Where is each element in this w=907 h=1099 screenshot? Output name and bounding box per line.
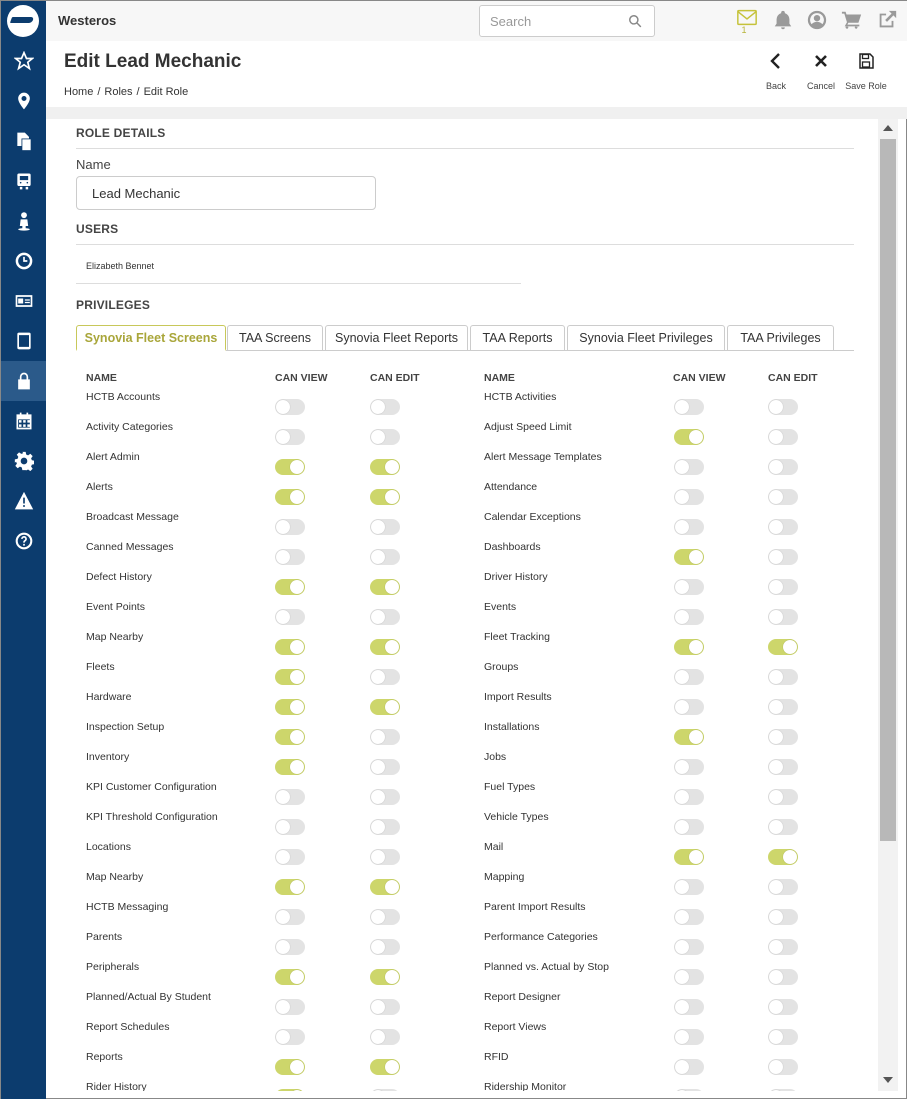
sidebar-item-favorites[interactable] [1, 41, 46, 81]
can-view-toggle[interactable] [674, 609, 704, 625]
can-view-toggle[interactable] [275, 969, 305, 985]
sidebar-item-vehicles[interactable] [1, 161, 46, 201]
back-button[interactable] [751, 53, 801, 91]
can-edit-toggle[interactable] [768, 399, 798, 415]
can-edit-toggle[interactable] [370, 999, 400, 1015]
can-edit-toggle[interactable] [370, 1059, 400, 1075]
tab-taa-privileges[interactable]: TAA Privileges [727, 325, 834, 351]
can-view-toggle[interactable] [275, 399, 305, 415]
can-edit-toggle[interactable] [768, 759, 798, 775]
can-view-toggle[interactable] [674, 519, 704, 535]
privilege-name: Fuel Types [484, 781, 536, 793]
can-edit-toggle[interactable] [370, 789, 400, 805]
can-edit-toggle[interactable] [370, 939, 400, 955]
can-view-toggle[interactable] [275, 579, 305, 595]
sidebar-item-documents[interactable] [1, 121, 46, 161]
can-view-toggle[interactable] [275, 999, 305, 1015]
can-edit-toggle[interactable] [768, 939, 798, 955]
sidebar-item-devices[interactable] [1, 321, 46, 361]
can-edit-toggle[interactable] [370, 549, 400, 565]
privilege-name: Groups [484, 661, 519, 673]
save-role-button[interactable] [841, 53, 891, 91]
can-view-toggle[interactable] [674, 1089, 704, 1091]
map-pin-icon [14, 91, 34, 111]
privilege-name: Report Designer [484, 991, 561, 1003]
can-view-toggle[interactable] [275, 1089, 305, 1091]
can-edit-toggle[interactable] [768, 969, 798, 985]
can-view-toggle[interactable] [275, 849, 305, 865]
privilege-name: Alerts [86, 481, 113, 493]
privilege-name: Performance Categories [484, 931, 598, 943]
privilege-name: HCTB Accounts [86, 391, 161, 403]
privilege-name: Ridership Monitor [484, 1081, 567, 1091]
cart-icon[interactable] [841, 9, 863, 31]
can-view-toggle[interactable] [674, 1059, 704, 1075]
privilege-name: Broadcast Message [86, 511, 179, 523]
can-view-toggle[interactable] [275, 819, 305, 835]
can-edit-toggle[interactable] [370, 969, 400, 985]
search-input[interactable] [480, 6, 620, 36]
privilege-name: Calendar Exceptions [484, 511, 581, 523]
can-view-toggle[interactable] [674, 639, 704, 655]
can-view-toggle[interactable] [674, 549, 704, 565]
can-view-toggle[interactable] [674, 489, 704, 505]
breadcrumb [64, 86, 188, 98]
divider [76, 244, 854, 245]
can-view-toggle[interactable] [275, 459, 305, 475]
privilege-name: Hardware [86, 691, 132, 703]
bus-icon [14, 171, 34, 191]
app-logo[interactable] [7, 5, 39, 37]
privilege-name: Locations [86, 841, 131, 853]
privilege-name: Report Views [484, 1021, 547, 1033]
can-view-toggle[interactable] [275, 879, 305, 895]
calendar-icon [14, 411, 34, 431]
can-edit-toggle[interactable] [370, 609, 400, 625]
can-edit-toggle[interactable] [768, 879, 798, 895]
tab-synovia-fleet-reports[interactable]: Synovia Fleet Reports [325, 325, 468, 351]
can-edit-toggle[interactable] [768, 699, 798, 715]
can-view-toggle[interactable] [275, 699, 305, 715]
privileges-heading: PRIVILEGES [76, 298, 151, 312]
tab-synovia-fleet-privileges[interactable]: Synovia Fleet Privileges [567, 325, 725, 351]
search-box[interactable] [479, 5, 655, 37]
breadcrumb-roles[interactable]: Roles [104, 86, 133, 98]
can-edit-toggle[interactable] [768, 1089, 798, 1091]
help-icon [14, 531, 34, 551]
can-edit-toggle[interactable] [768, 459, 798, 475]
column-header-can-edit: CAN EDIT [370, 372, 420, 384]
can-view-toggle[interactable] [674, 399, 704, 415]
privilege-name: Dashboards [484, 541, 541, 553]
privilege-name: Attendance [484, 481, 538, 493]
privilege-name: Reports [86, 1051, 123, 1063]
privilege-name: Fleet Tracking [484, 631, 550, 643]
sidebar [1, 1, 46, 1099]
sidebar-item-drivers[interactable] [1, 281, 46, 321]
can-view-toggle[interactable] [674, 459, 704, 475]
sidebar-item-locations[interactable] [1, 81, 46, 121]
privilege-name: HCTB Messaging [86, 901, 169, 913]
id-card-icon [14, 291, 34, 311]
content-scrollbar[interactable] [878, 119, 898, 1091]
can-edit-toggle[interactable] [370, 729, 400, 745]
privilege-name: KPI Customer Configuration [86, 781, 217, 793]
privilege-name: Jobs [484, 751, 507, 763]
can-view-toggle[interactable] [674, 999, 704, 1015]
can-edit-toggle[interactable] [768, 729, 798, 745]
scroll-up-arrow[interactable] [883, 125, 893, 131]
privilege-name: Installations [484, 721, 540, 733]
gear-icon [14, 451, 34, 471]
privilege-name: Mapping [484, 871, 525, 883]
privilege-name: Vehicle Types [484, 811, 549, 823]
can-edit-toggle[interactable] [768, 789, 798, 805]
user-account-icon[interactable] [806, 9, 828, 31]
can-edit-toggle[interactable] [370, 669, 400, 685]
can-edit-toggle[interactable] [768, 909, 798, 925]
can-edit-toggle[interactable] [370, 1089, 400, 1091]
privilege-name: RFID [484, 1051, 509, 1063]
can-view-toggle[interactable] [674, 579, 704, 595]
can-edit-toggle[interactable] [768, 669, 798, 685]
privilege-name: Planned vs. Actual by Stop [484, 961, 609, 973]
can-edit-toggle[interactable] [768, 579, 798, 595]
can-edit-toggle[interactable] [370, 759, 400, 775]
can-view-toggle[interactable] [275, 939, 305, 955]
clock-icon [14, 251, 34, 271]
can-view-toggle[interactable] [275, 729, 305, 745]
can-edit-toggle[interactable] [768, 489, 798, 505]
star-icon [14, 51, 34, 71]
cancel-label: Cancel [806, 81, 835, 91]
privilege-name: Map Nearby [86, 871, 144, 883]
can-view-toggle[interactable] [275, 1059, 305, 1075]
can-edit-toggle[interactable] [768, 819, 798, 835]
can-view-toggle[interactable] [674, 669, 704, 685]
can-edit-toggle[interactable] [370, 489, 400, 505]
privilege-name: Rider History [86, 1081, 147, 1091]
sidebar-item-calendar[interactable] [1, 401, 46, 441]
can-view-toggle[interactable] [275, 549, 305, 565]
can-view-toggle[interactable] [674, 1029, 704, 1045]
back-label: Back [765, 81, 786, 91]
person-icon [14, 211, 34, 231]
column-header-can-edit: CAN EDIT [768, 372, 818, 384]
can-view-toggle[interactable] [275, 429, 305, 445]
column-header-can-view: CAN VIEW [275, 372, 328, 384]
role-name-input[interactable] [76, 176, 376, 210]
top-bar [46, 1, 907, 41]
name-label: Name [76, 157, 111, 172]
can-view-toggle[interactable] [674, 729, 704, 745]
scrollbar-thumb[interactable] [880, 139, 896, 841]
can-view-toggle[interactable] [674, 429, 704, 445]
search-icon[interactable] [628, 14, 642, 28]
lock-icon [14, 371, 34, 391]
can-edit-toggle[interactable] [370, 909, 400, 925]
page-title: Edit Lead Mechanic [64, 51, 242, 72]
can-edit-toggle[interactable] [370, 879, 400, 895]
privilege-name: Canned Messages [86, 541, 174, 553]
mail-count-badge: 1 [741, 25, 747, 35]
can-view-toggle[interactable] [275, 1029, 305, 1045]
save-role-label: Save Role [845, 81, 887, 91]
privilege-name: Inspection Setup [86, 721, 165, 733]
can-edit-toggle[interactable] [768, 519, 798, 535]
can-view-toggle[interactable] [275, 639, 305, 655]
tab-synovia-fleet-screens[interactable]: Synovia Fleet Screens [76, 325, 226, 351]
can-edit-toggle[interactable] [370, 819, 400, 835]
users-heading: USERS [76, 222, 119, 236]
privilege-name: KPI Threshold Configuration [86, 811, 218, 823]
column-header-name: NAME [86, 372, 117, 384]
can-edit-toggle[interactable] [768, 549, 798, 565]
privilege-name: Driver History [484, 571, 548, 583]
can-view-toggle[interactable] [674, 939, 704, 955]
sidebar-item-history[interactable] [1, 241, 46, 281]
privilege-name: Fleets [86, 661, 115, 673]
privilege-name: Mail [484, 841, 504, 853]
privilege-name: Peripherals [86, 961, 140, 973]
can-edit-toggle[interactable] [768, 999, 798, 1015]
divider [76, 148, 854, 149]
can-view-toggle[interactable] [674, 969, 704, 985]
breadcrumb-separator: / [97, 86, 101, 98]
column-header-name: NAME [484, 372, 515, 384]
can-edit-toggle[interactable] [370, 399, 400, 415]
external-link-icon[interactable] [876, 9, 898, 31]
privilege-name: Planned/Actual By Student [86, 991, 211, 1003]
save-icon [858, 53, 874, 69]
can-edit-toggle[interactable] [370, 579, 400, 595]
can-view-toggle[interactable] [275, 789, 305, 805]
user-list-item: Elizabeth Bennet [86, 261, 155, 271]
privilege-name: HCTB Activities [484, 391, 557, 403]
can-edit-toggle[interactable] [370, 849, 400, 865]
column-header-can-view: CAN VIEW [673, 372, 726, 384]
sidebar-item-settings[interactable] [1, 441, 46, 481]
can-view-toggle[interactable] [275, 609, 305, 625]
breadcrumb-separator: / [136, 86, 140, 98]
scroll-down-arrow[interactable] [883, 1077, 893, 1083]
privilege-name: Report Schedules [86, 1021, 170, 1033]
can-edit-toggle[interactable] [370, 429, 400, 445]
privilege-name: Parent Import Results [484, 901, 586, 913]
can-edit-toggle[interactable] [370, 459, 400, 475]
close-icon [813, 53, 829, 69]
privilege-name: Event Points [86, 601, 145, 613]
can-edit-toggle[interactable] [370, 699, 400, 715]
can-view-toggle[interactable] [674, 819, 704, 835]
can-view-toggle[interactable] [674, 909, 704, 925]
can-view-toggle[interactable] [275, 759, 305, 775]
privilege-name: Alert Message Templates [484, 451, 602, 463]
documents-icon [14, 131, 34, 151]
role-details-heading: ROLE DETAILS [76, 126, 166, 140]
can-view-toggle[interactable] [275, 909, 305, 925]
can-view-toggle[interactable] [674, 879, 704, 895]
privilege-name: Activity Categories [86, 421, 173, 433]
privilege-tabs [76, 325, 854, 351]
chevron-left-icon [768, 53, 784, 69]
breadcrumb-home[interactable]: Home [64, 86, 94, 98]
privilege-name: Map Nearby [86, 631, 144, 643]
can-edit-toggle[interactable] [370, 639, 400, 655]
can-edit-toggle[interactable] [768, 1059, 798, 1075]
can-edit-toggle[interactable] [768, 1029, 798, 1045]
privilege-name: Defect History [86, 571, 152, 583]
sidebar-item-alerts[interactable] [1, 481, 46, 521]
can-edit-toggle[interactable] [370, 1029, 400, 1045]
can-edit-toggle[interactable] [768, 849, 798, 865]
sidebar-item-security[interactable] [1, 361, 46, 401]
privilege-name: Adjust Speed Limit [484, 421, 572, 433]
tab-taa-screens[interactable]: TAA Screens [227, 325, 323, 351]
bell-icon[interactable] [772, 9, 794, 31]
can-edit-toggle[interactable] [768, 609, 798, 625]
header-divider [46, 107, 907, 119]
tablet-icon [14, 331, 34, 351]
privilege-name: Alert Admin [86, 451, 140, 463]
can-edit-toggle[interactable] [370, 519, 400, 535]
privilege-name: Inventory [86, 751, 130, 763]
breadcrumb-current: Edit Role [143, 86, 189, 98]
divider [76, 283, 521, 284]
cancel-button[interactable] [796, 53, 846, 91]
can-view-toggle[interactable] [275, 519, 305, 535]
privilege-name: Events [484, 601, 517, 613]
role-form [56, 119, 876, 1091]
can-edit-toggle[interactable] [768, 639, 798, 655]
can-view-toggle[interactable] [674, 789, 704, 805]
can-view-toggle[interactable] [674, 849, 704, 865]
page-header [46, 41, 907, 107]
privilege-name: Parents [86, 931, 123, 943]
can-view-toggle[interactable] [275, 489, 305, 505]
can-view-toggle[interactable] [674, 699, 704, 715]
tab-taa-reports[interactable]: TAA Reports [470, 325, 565, 351]
app-name: Westeros [58, 13, 117, 28]
can-view-toggle[interactable] [275, 669, 305, 685]
sidebar-item-users[interactable] [1, 201, 46, 241]
sidebar-item-help[interactable] [1, 521, 46, 561]
can-edit-toggle[interactable] [768, 429, 798, 445]
can-view-toggle[interactable] [674, 759, 704, 775]
privilege-name: Import Results [484, 691, 552, 703]
warning-icon [14, 491, 34, 511]
